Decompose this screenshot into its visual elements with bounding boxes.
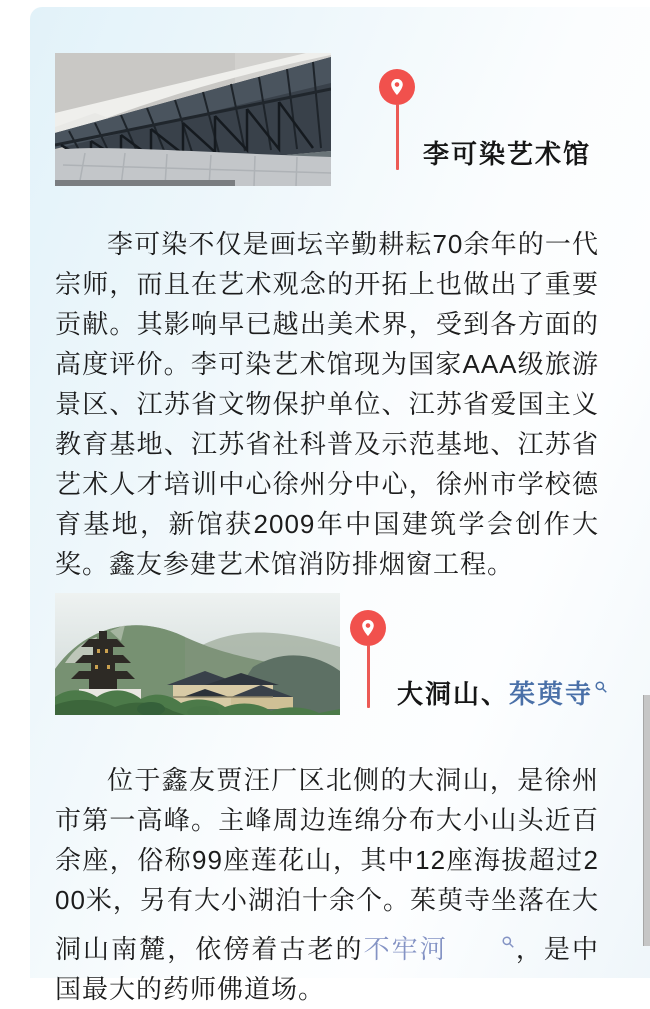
paragraph-art-museum: [55, 224, 599, 584]
map-pin-glyph: [357, 617, 379, 639]
section-title-text: 李可染艺术馆: [423, 139, 592, 169]
section-title-dadongshan: [397, 670, 608, 711]
entity-link-bulao-river[interactable]: 不牢河: [363, 934, 448, 964]
map-pin-icon: [379, 69, 415, 105]
paragraph-text: 位于鑫友贾汪厂区北侧的大洞山，是徐州市第一高峰。主峰周边连绵分布大小山头近百余座，俗称99座莲花山，其中12座海拔超过200米，另有大小湖泊十余个。茱萸寺坐落在大洞山南麓，依傍着古老的: [55, 765, 599, 964]
section-title-art-museum: [423, 134, 591, 171]
mountain-temple-photo: [55, 593, 340, 715]
map-pin-stem: [367, 645, 370, 708]
scrollbar-thumb[interactable]: [643, 695, 650, 946]
entity-link-zhuyu-temple[interactable]: 茱萸寺: [509, 679, 594, 709]
map-pin-glyph: [386, 76, 408, 98]
paragraph-dadongshan: [55, 760, 599, 1009]
mountain-temple-illustration: [55, 593, 340, 715]
search-icon[interactable]: [594, 670, 608, 701]
museum-facade-illustration: [55, 53, 331, 186]
map-pin-stem: [396, 104, 399, 170]
paragraph-text: 李可染不仅是画坛辛勤耕耘70余年的一代宗师，而且在艺术观念的开拓上也做出了重要贡献。其影响早已越出美术界，受到各方面的高度评价。李可染艺术馆现为国家AAA级旅游景区、江苏省文物保护单位、江苏省爱国主义教育基地、江苏省社科普及示范基地、江苏省艺术人才培训中心徐州分中心，徐州市学校德育基地，新馆获2009年中国建筑学会创作大奖。鑫友参建艺术馆消防排烟窗工程。: [55, 229, 599, 579]
map-pin-icon: [350, 610, 386, 646]
search-icon[interactable]: [449, 920, 515, 960]
museum-facade-photo: [55, 53, 331, 186]
section-title-text: 大洞山、: [397, 679, 510, 709]
paragraph-text: ，是中国最大的药师佛道场。: [55, 934, 599, 1004]
